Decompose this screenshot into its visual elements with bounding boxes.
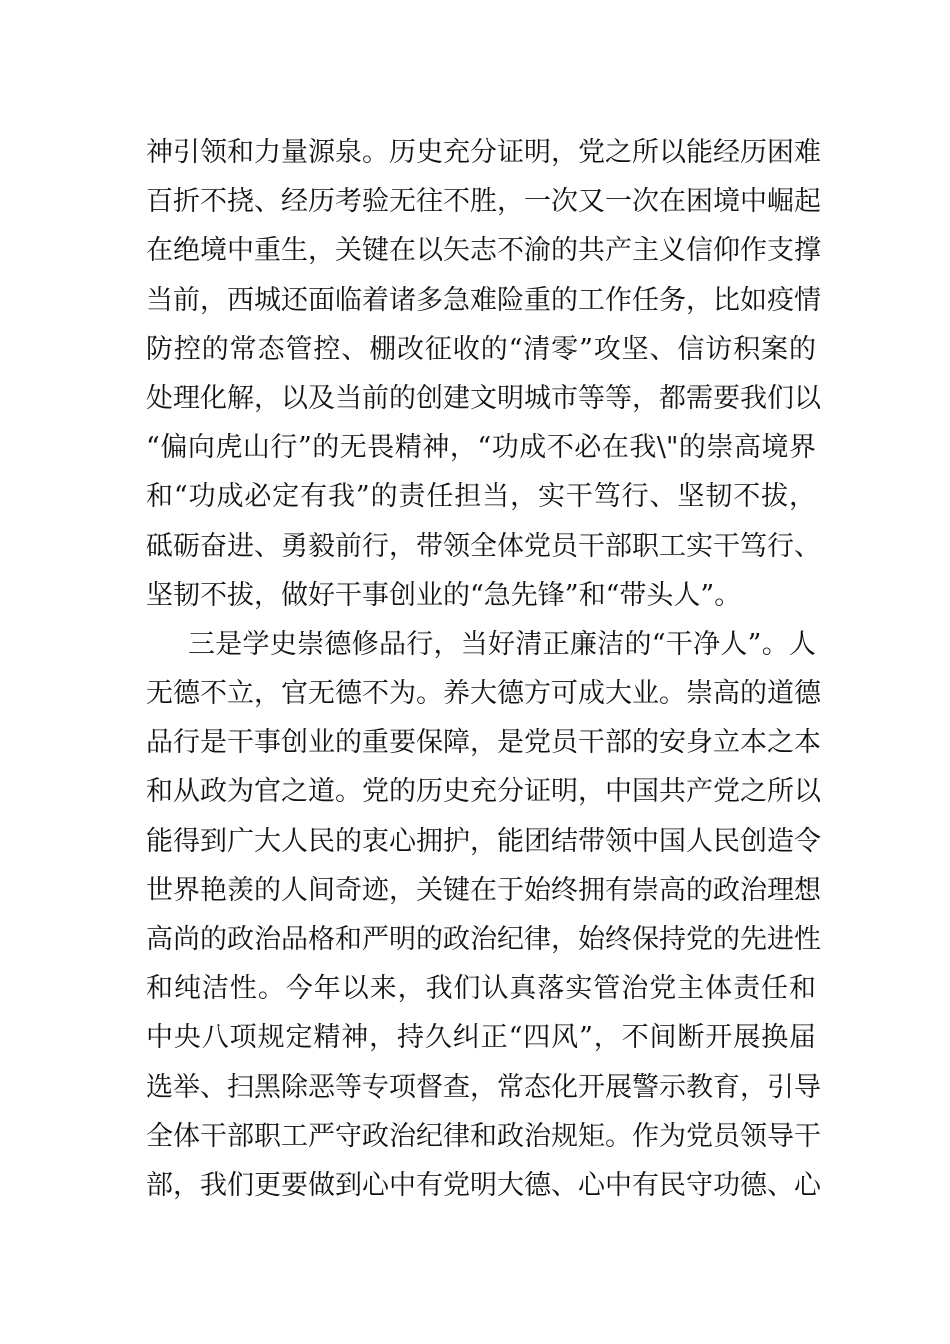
text-line-20: 选举、扫黑除恶等专项督查，常态化开展警示教育，引导 [146,1071,821,1103]
text-line-2: 百折不挠、经历考验无往不胜，一次又一次在困境中崛起 [146,186,821,218]
text-line-12: 无德不立，官无德不为。养大德方可成大业。崇高的道德 [146,678,821,710]
text-line-22: 部，我们更要做到心中有党明大德、心中有民守功德、心 [146,1169,821,1201]
text-line-17: 高尚的政治品格和严明的政治纪律，始终保持党的先进性 [146,924,821,955]
text-line-16: 世界艳羡的人间奇迹，关键在于始终拥有崇高的政治理想 [146,874,821,906]
text-line-21: 全体干部职工严守政治纪律和政治规矩。作为党员领导干 [146,1120,821,1152]
text-line-15: 能得到广大人民的衷心拥护，能团结带领中国人民创造令 [146,825,821,857]
text-line-18: 和纯洁性。今年以来，我们认真落实管治党主体责任和 [146,973,816,1005]
body-text [146,128,821,1210]
text-line-10: 坚韧不拔，做好干事创业的“急先锋”和“带头人”。 [146,579,742,611]
text-line-1: 神引领和力量源泉。历史充分证明，党之所以能经历困难 [146,137,821,168]
text-line-19: 中央八项规定精神，持久纠正“四风”，不间断开展换届 [146,1022,816,1054]
text-line-5: 防控的常态管控、棚改征收的“清零”攻坚、信访积案的 [146,333,816,365]
text-line-7: “偏向虎山行”的无畏精神，“功成不必在我\"的崇高境界 [146,432,816,464]
text-line-13: 品行是干事创业的重要保障，是党员干部的安身立本之本 [146,727,821,759]
text-line-14: 和从政为官之道。党的历史充分证明，中国共产党之所以 [146,776,821,808]
text-line-11: 三是学史崇德修品行，当好清正廉洁的“干净人”。人 [188,628,816,660]
text-line-8: 和“功成必定有我”的责任担当，实干笃行、坚韧不拔， [146,481,816,513]
text-line-4: 当前，西城还面临着诸多急难险重的工作任务，比如疫情 [146,284,821,316]
text-line-9: 砥砺奋进、勇毅前行，带领全体党员干部职工实干笃行、 [146,530,821,562]
text-line-6: 处理化解，以及当前的创建文明城市等等，都需要我们以 [146,382,821,414]
text-line-3: 在绝境中重生，关键在以矢志不渝的共产主义信仰作支撑 [146,235,821,267]
